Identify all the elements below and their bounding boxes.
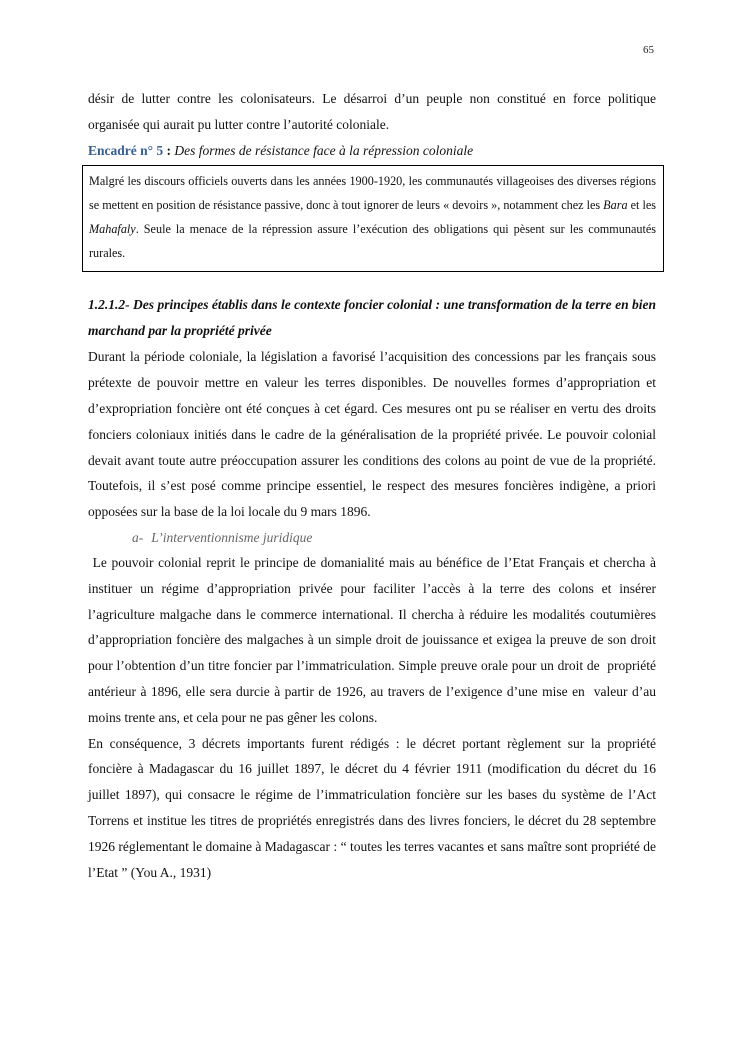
encadre-box — [82, 165, 664, 273]
document-body — [88, 86, 663, 885]
subsection-paragraph-2: En conséquence, 3 décrets importants furent rédigés : le décret portant règlement sur la propriété foncière à Madagascar du 16 juillet 1897, le décret du 4 février 1911 (modification du décret du 16 juillet 1897), qui consacre le régime de l’immatriculation foncière sur les bases du système de l’Act Torrens et institue les titres de propriétés enregistrés dans des livres fonciers, le décret du 28 septembre 1926 réglementant le domaine à Madagascar : “ toutes les terres vacantes et sans maître sont propriété de l’Etat ” (You A., 1931) — [88, 735, 656, 880]
encadre-title — [88, 138, 656, 163]
intro-paragraph: désir de lutter contre les colonisateurs. Le désarroi d’un peuple non constitué en force politique organisée qui aurait pu lutter contre l’autorité coloniale. — [88, 91, 656, 132]
section-heading: 1.2.1.2- Des principes établis dans le contexte foncier colonial : une transformation de la terre en bien marchand par la propriété privée — [88, 297, 656, 339]
section-paragraph: Durant la période coloniale, la législation a favorisé l’acquisition des concessions par les français sous prétexte de pouvoir mettre en valeur les terres disponibles. De nouvelles formes d’appropriation et d’expropriation foncière ont été conçues à cet égard. Ces mesures ont pu se réaliser en vertu des droits fonciers coloniaux initiés dans le cadre de la généralisation de la propriété privée. Le pouvoir colonial devait avant toute autre préoccupation assurer les conditions des colons au point de vue de la propriété. Toutefois, il s’est posé comme principe essentiel, le respect des mesures foncières indigène, a priori opposées sur la base de la loi locale du 9 mars 1896. — [88, 349, 656, 520]
encadre-text — [89, 169, 656, 266]
encadre-mahafaly: Mahafaly — [89, 222, 136, 236]
encadre-text-part3: . Seule la menace de la répression assure l’exécution des obligations qui pèsent sur les communautés rurales. — [89, 222, 656, 261]
subsection-title: L’interventionnisme juridique — [151, 529, 313, 545]
encadre-text-part1: Malgré les discours officiels ouverts dans les années 1900-1920, les communautés villageoises des diverses régions se mettent en position de résistance passive, donc à tout ignorer de leurs « devoirs », notamment chez les — [89, 173, 656, 212]
encadre-label: Encadré n° 5 — [88, 142, 164, 158]
subsection-heading — [88, 525, 656, 550]
encadre-text-part2: et les — [627, 197, 656, 212]
encadre-colon: : — [163, 142, 175, 158]
subsection-paragraph-1: Le pouvoir colonial reprit le principe de domanialité mais au bénéfice de l’Etat Français et chercha à instituer un régime d’appropriation privée pour faciliter l’accès à la terre des colons et insérer l’agriculture malgache dans le commerce international. Il chercha à réduire les modalités coutumières d’appropriation foncière des malgaches à un simple droit de jouissance et exigea la preuve de son droit pour l’obtention d’un titre foncier par l’immatriculation. Simple preuve orale pour un droit de propriété antérieur à 1896, elle sera durcie à partir de 1926, au travers de l’exigence d’une mise en valeur d’au moins trente ans, et cela pour ne pas gêner les colons. — [88, 554, 663, 725]
encadre-bara: Bara — [603, 197, 628, 212]
page-number: 65 — [643, 44, 654, 56]
encadre-caption: Des formes de résistance face à la répression coloniale — [174, 142, 474, 158]
subsection-marker: a- — [132, 529, 144, 545]
